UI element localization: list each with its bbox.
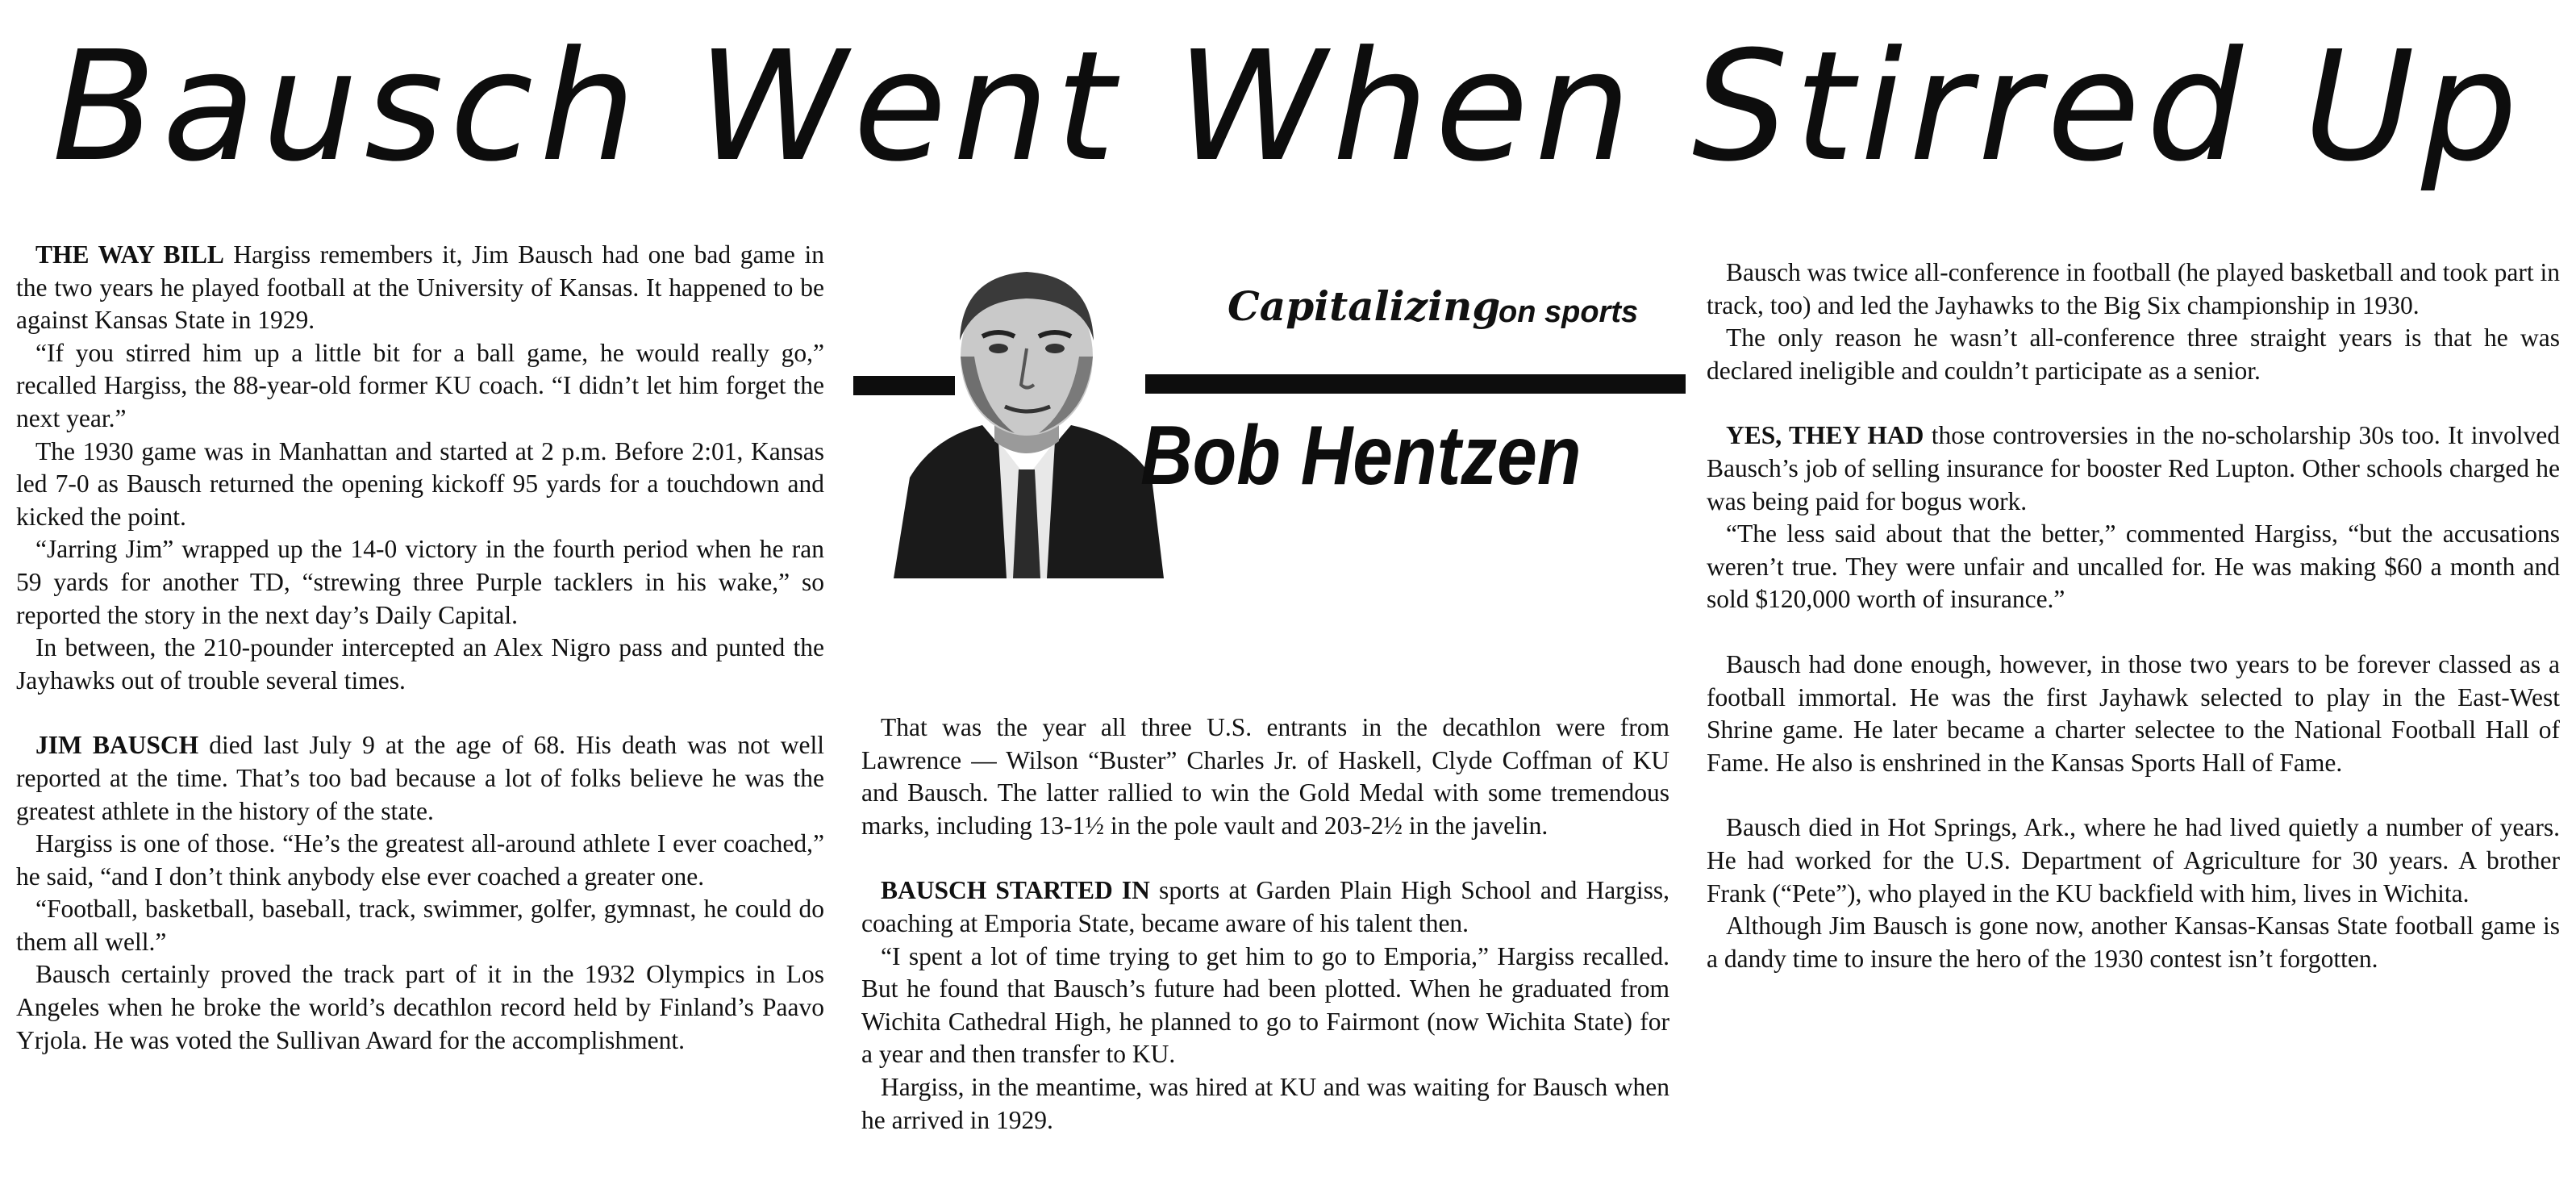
- article-paragraph: [16, 729, 824, 828]
- article-paragraph: [1707, 812, 2560, 910]
- article-paragraph: [16, 436, 824, 534]
- byline: Bob Hentzen: [1140, 409, 1582, 503]
- column-head-rule-right: [1145, 374, 1686, 394]
- article-paragraph: [16, 893, 824, 958]
- paragraph-lead-in: YES, THEY HAD: [1726, 421, 1924, 450]
- paragraph-text: Hargiss, in the meantime, was hired at KU and was waiting for Bausch when he arrived in 1929.: [861, 1072, 1669, 1134]
- column-head: [853, 234, 1687, 589]
- article-column-2: [861, 711, 1669, 1137]
- article-column-3: [1707, 257, 2560, 975]
- section-label: on sports: [1498, 295, 1639, 329]
- paragraph-text: Hargiss is one of those. “He’s the greatest all-around athlete I ever coached,” he said, “and I don’t think anybody else ever coached a greater one.: [16, 829, 824, 891]
- article-paragraph: [861, 1071, 1669, 1137]
- paragraph-text: Bausch certainly proved the track part of it in the 1932 Olympics in Los Angeles when he broke the world’s decathlon record held by Finland’s Paavo Yrjola. He was voted the Sullivan Award for the accomplishment.: [16, 960, 824, 1054]
- paragraph-text: “The less said about that the better,” commented Hargiss, “but the accusations weren’t true. They were unfair and uncalled for. He was making $60 a month and sold $120,000 worth of insurance.”: [1707, 519, 2560, 614]
- paragraph-text: In between, the 210-pounder intercepted an Alex Nigro pass and punted the Jayhawks out of trouble several times.: [16, 633, 824, 695]
- paragraph-text: Hargiss remembers it, Jim Bausch had one bad game in the two years he played football at the University of Kansas. It happened to be against Kansas State in 1929.: [16, 240, 824, 335]
- paragraph-text: those controversies in the no-scholarship 30s too. It involved Bausch’s job of selling insurance for booster Red Lupton. Other schools charged he was being paid for bogus work.: [1707, 421, 2560, 515]
- paragraph-text: Bausch died in Hot Springs, Ark., where he had lived quietly a number of years. He had worked for the U.S. Department of Agriculture for 30 years. A brother Frank (“Pete”), who played in the KU backfield with him, lives in Wichita.: [1707, 813, 2560, 908]
- column-label: Capitalizing: [1228, 282, 1501, 330]
- paragraph-lead-in: THE WAY BILL: [35, 240, 224, 269]
- paragraph-text: “Jarring Jim” wrapped up the 14-0 victory in the fourth period when he ran 59 yards for another TD, “strewing three Purple tacklers in his wake,” so reported the story in the next day’s Daily Capital.: [16, 535, 824, 629]
- article-paragraph: [16, 533, 824, 632]
- article-paragraph: [1707, 649, 2560, 779]
- article-paragraph: [1707, 910, 2560, 975]
- article-paragraph: [861, 874, 1669, 940]
- paragraph-lead-in: BAUSCH STARTED IN: [881, 876, 1150, 905]
- article-paragraph: [861, 941, 1669, 1071]
- paragraph-text: Bausch had done enough, however, in those two years to be forever classed as a football immortal. He was the first Jayhawk selected to play in the East-West Shrine game. He later became a charter selectee to the National Football Hall of Fame. He also is enshrined in the Kansas Sports Hall of Fame.: [1707, 649, 2560, 777]
- article-paragraph: [1707, 322, 2560, 387]
- paragraph-text: The only reason he wasn’t all-conference three straight years is that he was declared ineligible and couldn’t participate as a senior.: [1707, 323, 2560, 385]
- article-paragraph: [1707, 257, 2560, 322]
- paragraph-text: Bausch was twice all-conference in football (he played basketball and took part in track, too) and led the Jayhawks to the Big Six championship in 1930.: [1707, 258, 2560, 319]
- paragraph-text: “I spent a lot of time trying to get him to go to Emporia,” Hargiss recalled. But he found that Bausch’s future had been plotted. When he graduated from Wichita Cathedral High, he planned to go to Fairmont (now Wichita State) for a year and then transfer to KU.: [861, 941, 1669, 1069]
- paragraph-text: sports at Garden Plain High School and Hargiss, coaching at Emporia State, became aware of his talent then.: [861, 876, 1669, 937]
- paragraph-text: died last July 9 at the age of 68. His death was not well reported at the time. That’s too bad because a lot of folks believe he was the greatest athlete in the history of the state.: [16, 731, 824, 825]
- headline: Bausch Went When Stirred Up: [52, 19, 2524, 195]
- article-paragraph: [16, 337, 824, 436]
- article-paragraph: [16, 239, 824, 337]
- article-paragraph: [16, 828, 824, 893]
- article-paragraph: [1707, 518, 2560, 616]
- article-paragraph: [16, 632, 824, 697]
- article-paragraph: [861, 711, 1669, 842]
- paragraph-lead-in: JIM BAUSCH: [35, 731, 199, 760]
- paragraph-text: “If you stirred him up a little bit for a ball game, he would really go,” recalled Hargiss, the 88-year-old former KU coach. “I didn’t let him forget the next year.”: [16, 338, 824, 432]
- paragraph-text: The 1930 game was in Manhattan and started at 2 p.m. Before 2:01, Kansas led 7-0 as Bausch returned the opening kickoff 95 yards for a touchdown and kicked the point.: [16, 436, 824, 531]
- article-column-1: [16, 239, 824, 1057]
- paragraph-text: “Football, basketball, baseball, track, swimmer, golfer, gymnast, he could do them all well.”: [16, 895, 824, 956]
- article-paragraph: [16, 958, 824, 1057]
- article-paragraph: [1707, 419, 2560, 518]
- paragraph-text: Although Jim Bausch is gone now, another Kansas-Kansas State football game is a dandy time to insure the hero of the 1930 contest isn’t forgotten.: [1707, 912, 2560, 973]
- paragraph-text: That was the year all three U.S. entrants in the decathlon were from Lawrence — Wilson “Buster” Charles Jr. of Haskell, Clyde Coffman of KU and Bausch. The latter rallied to win the Gold Medal with some tremendous marks, including 13-1½ in the pole vault and 203-2½ in the javelin.: [861, 713, 1669, 840]
- columnist-portrait: [886, 236, 1168, 578]
